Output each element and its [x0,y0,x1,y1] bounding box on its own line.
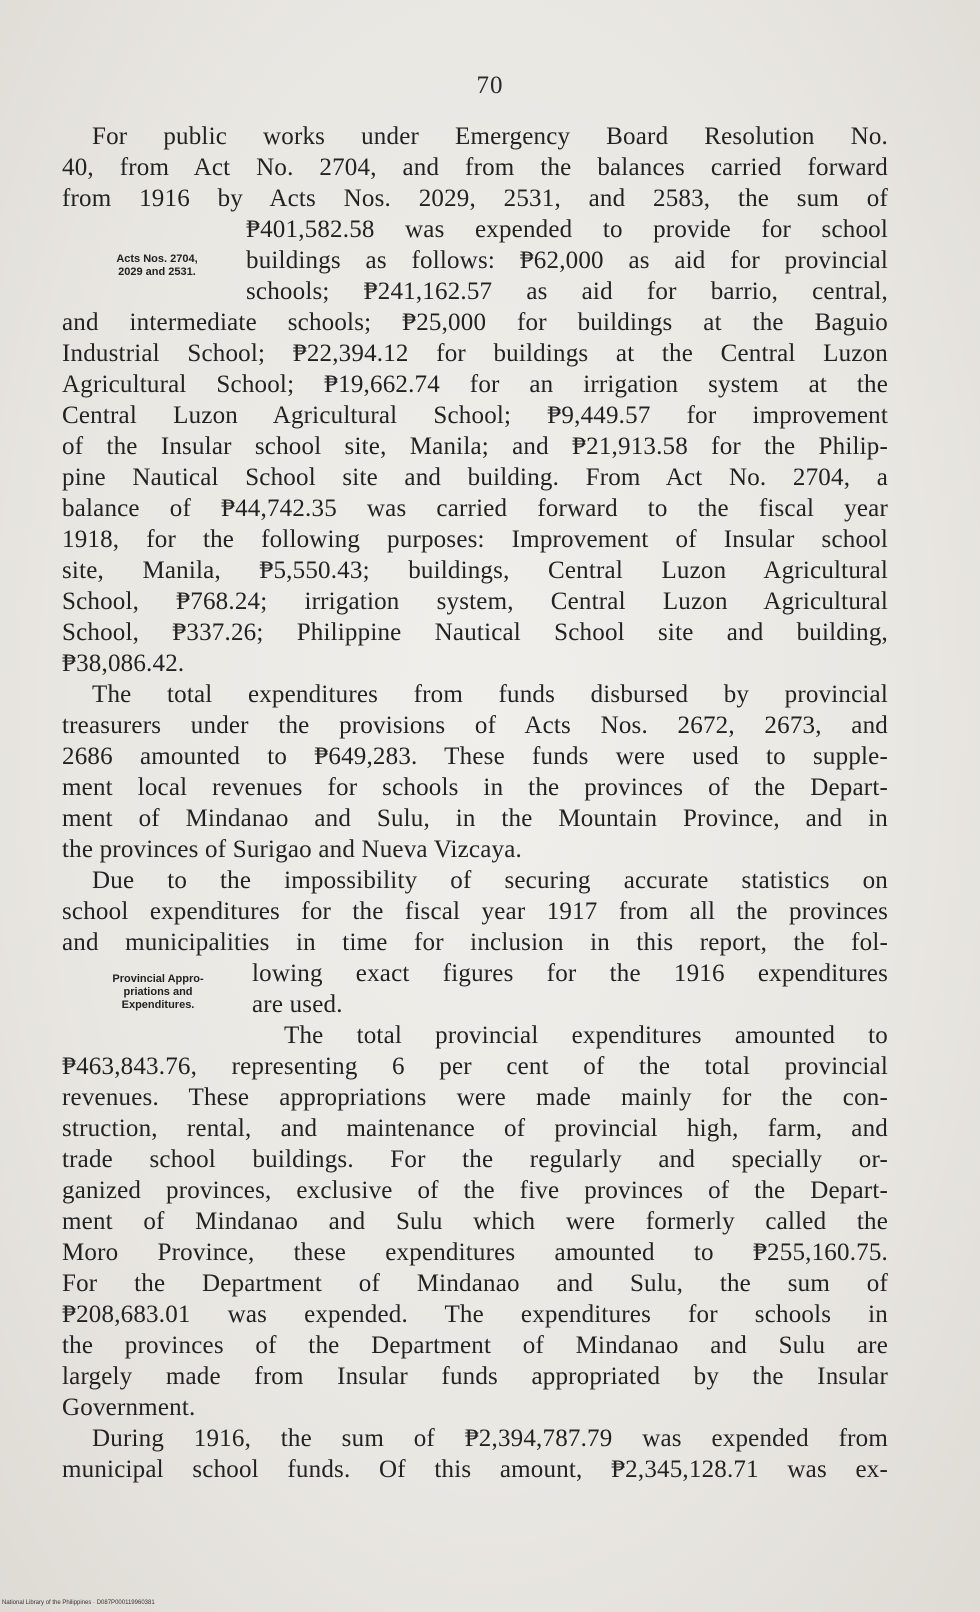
text-line: balance of ₱44,742.35 was carried forward to the fiscal year [62,495,888,522]
text-line: lowing exact figures for the 1916 expenditures [252,960,888,987]
text-line: buildings as follows: ₱62,000 as aid for provincial [246,247,888,274]
margin-note-provincial-line2: priations and [123,986,193,998]
text-line: Government. [62,1394,196,1421]
text-line: of the Insular school site, Manila; and ₱21,913.58 for the Philip- [62,433,888,460]
text-line: ment local revenues for schools in the provinces of the Depart- [62,774,888,801]
text-line: For the Department of Mindanao and Sulu, the sum of [62,1270,888,1297]
text-line: School, ₱337.26; Philippine Nautical School site and building, [62,619,888,646]
text-line: Agricultural School; ₱19,662.74 for an irrigation system at the [62,371,888,398]
text-line: are used. [252,991,343,1018]
text-line: ₱463,843.76, representing 6 per cent of the total provincial [62,1053,888,1080]
text-line: site, Manila, ₱5,550.43; buildings, Central Luzon Agricultural [62,557,888,584]
text-line: 2686 amounted to ₱649,283. These funds were used to supple- [62,743,888,770]
page-number: 70 [476,72,504,99]
text-line: The total expenditures from funds disbursed by provincial [92,681,888,708]
text-line: the provinces of the Department of Mindanao and Sulu are [62,1332,888,1359]
text-line: largely made from Insular funds appropriated by the Insular [62,1363,888,1390]
text-line: trade school buildings. For the regularly and specially or- [62,1146,888,1173]
text-line: ₱208,683.01 was expended. The expenditures for schools in [62,1301,888,1328]
margin-note-acts-line1: Acts Nos. 2704, [116,253,198,265]
text-line: 1918, for the following purposes: Improvement of Insular school [62,526,888,553]
margin-note-acts-line2: 2029 and 2531. [118,266,196,278]
text-line: ment of Mindanao and Sulu, in the Mountain Province, and in [62,805,888,832]
text-line: 40, from Act No. 2704, and from the balances carried forward [62,154,888,181]
text-line: ment of Mindanao and Sulu which were formerly called the [62,1208,888,1235]
text-line: the provinces of Surigao and Nueva Vizcaya. [62,836,522,863]
text-line: For public works under Emergency Board Resolution No. [92,123,888,150]
footer-credit: National Library of the Philippines · D087P000119960381 [2,1600,155,1606]
text-line: treasurers under the provisions of Acts Nos. 2672, 2673, and [62,712,888,739]
text-line: ganized provinces, exclusive of the five provinces of the Depart- [62,1177,888,1204]
text-line: Moro Province, these expenditures amounted to ₱255,160.75. [62,1239,888,1266]
text-line: school expenditures for the fiscal year 1917 from all the provinces [62,898,888,925]
text-line: and municipalities in time for inclusion in this report, the fol- [62,929,888,956]
text-line: from 1916 by Acts Nos. 2029, 2531, and 2583, the sum of [62,185,888,212]
text-line: schools; ₱241,162.57 as aid for barrio, central, [246,278,888,305]
margin-note-provincial-line3: Expenditures. [121,999,195,1011]
text-line: pine Nautical School site and building. From Act No. 2704, a [62,464,888,491]
text-line: Industrial School; ₱22,394.12 for buildings at the Central Luzon [62,340,888,367]
text-line: ₱38,086.42. [62,650,185,677]
text-line: School, ₱768.24; irrigation system, Central Luzon Agricultural [62,588,888,615]
text-line: Central Luzon Agricultural School; ₱9,449.57 for improvement [62,402,888,429]
margin-note-provincial-line1: Provincial Appro- [112,973,204,985]
text-line: struction, rental, and maintenance of provincial high, farm, and [62,1115,888,1142]
text-line: municipal school funds. Of this amount, ₱2,345,128.71 was ex- [62,1456,888,1483]
text-line: and intermediate schools; ₱25,000 for buildings at the Baguio [62,309,888,336]
text-line: Due to the impossibility of securing accurate statistics on [92,867,888,894]
text-line: ₱401,582.58 was expended to provide for school [246,216,888,243]
text-line: During 1916, the sum of ₱2,394,787.79 was expended from [92,1425,888,1452]
text-line: The total provincial expenditures amounted to [284,1022,888,1049]
text-line: revenues. These appropriations were made mainly for the con- [62,1084,888,1111]
